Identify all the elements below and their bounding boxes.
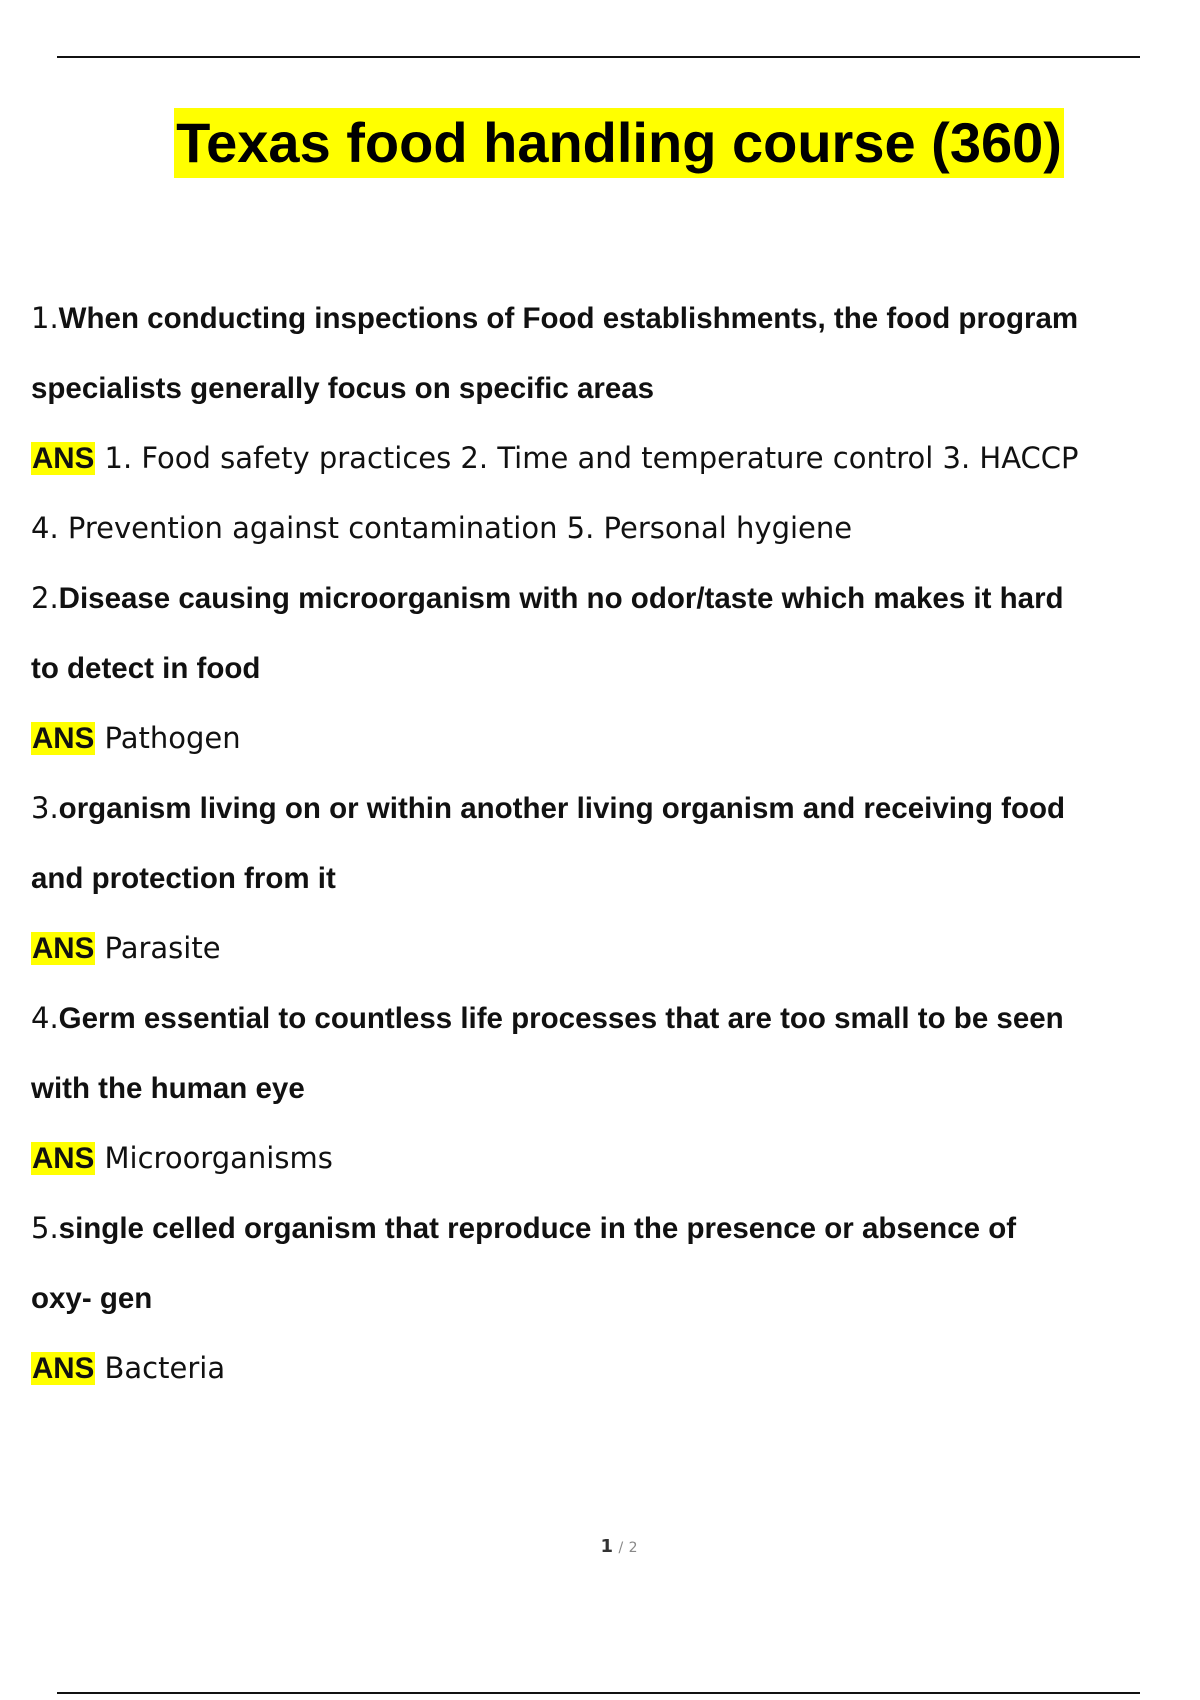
answer-text: Bacteria	[104, 1351, 226, 1385]
answer-text: Pathogen	[104, 721, 241, 755]
question-line	[31, 773, 1196, 843]
ans-label: ANS	[32, 932, 95, 965]
question-line	[31, 1263, 1196, 1333]
question-text: When conducting inspections of Food establishments, the food program	[58, 302, 1079, 335]
question-text: organism living on or within another living organism and receiving food	[58, 792, 1066, 825]
question-line	[31, 843, 1196, 913]
answer-text: 4. Prevention against contamination 5. Personal hygiene	[31, 511, 853, 545]
question-line	[31, 983, 1196, 1053]
question-text: to detect in food	[31, 652, 261, 685]
answer-line	[31, 703, 1196, 773]
question-text: single celled organism that reproduce in the presence or absence of	[58, 1212, 1017, 1245]
answer-line	[31, 1123, 1196, 1193]
page-separator: /	[618, 1540, 624, 1556]
answer-text: Parasite	[104, 931, 221, 965]
answer-text: Microorganisms	[104, 1141, 333, 1175]
qa-item	[31, 1193, 1196, 1403]
question-line	[31, 283, 1196, 353]
title-container	[0, 108, 1200, 178]
question-text: Disease causing microorganism with no odor/taste which makes it hard	[58, 582, 1064, 615]
question-text: and protection from it	[31, 862, 336, 895]
question-text: oxy- gen	[31, 1282, 153, 1315]
question-number: 5.	[31, 1211, 59, 1245]
question-number: 4.	[31, 1001, 59, 1035]
qa-item	[31, 563, 1196, 773]
current-page: 1	[600, 1536, 614, 1557]
answer-text: 1. Food safety practices 2. Time and temperature control 3. HACCP	[104, 441, 1079, 475]
question-line	[31, 353, 1196, 423]
question-text: Germ essential to countless life processes that are too small to be seen	[58, 1002, 1064, 1035]
question-line	[31, 1193, 1196, 1263]
ans-label: ANS	[32, 722, 95, 755]
question-number: 2.	[31, 581, 59, 615]
question-number: 1.	[31, 301, 59, 335]
question-number: 3.	[31, 791, 59, 825]
qa-item	[31, 983, 1196, 1193]
question-text: with the human eye	[31, 1072, 305, 1105]
answer-line	[31, 493, 1196, 563]
answer-line	[31, 1333, 1196, 1403]
qa-item	[31, 773, 1196, 983]
document-title: Texas food handling course (360)	[174, 108, 1064, 178]
question-line	[31, 1053, 1196, 1123]
ans-label: ANS	[32, 1142, 95, 1175]
question-line	[31, 633, 1196, 703]
page-indicator	[0, 1536, 1200, 1557]
ans-label: ANS	[32, 442, 95, 475]
question-text: specialists generally focus on specific areas	[31, 372, 655, 405]
top-rule	[57, 56, 1140, 58]
bottom-rule	[57, 1692, 1140, 1694]
qa-list	[31, 283, 1196, 1403]
answer-line	[31, 913, 1196, 983]
ans-label: ANS	[32, 1352, 95, 1385]
question-line	[31, 563, 1196, 633]
answer-line	[31, 423, 1196, 493]
qa-item	[31, 283, 1196, 563]
total-pages: 2	[628, 1540, 638, 1556]
